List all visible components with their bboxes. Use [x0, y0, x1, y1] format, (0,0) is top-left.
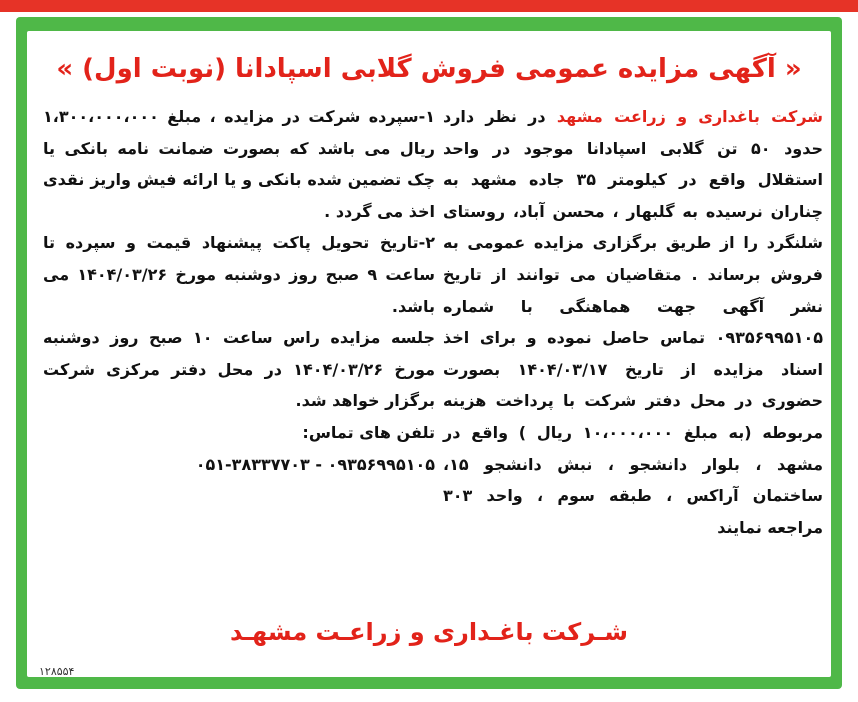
contact-phones: ۰۹۳۵۶۹۹۵۱۰۵ - ۰۵۱-۳۸۳۳۷۷۰۳ [195, 454, 435, 474]
ad-title: « آگهی مزایده عمومی فروش گلابی اسپادانا (نوبت اول) » [56, 54, 802, 84]
company-signature: شـرکت باغـداری و زراعـت مشهـد [229, 618, 628, 646]
announcement-text: در نظر دارد حدود ۵۰ تن گلابی اسپادانا موجود در واحد استقلال واقع در کیلومتر ۳۵ جاده مشهد به چناران نرسیده به گلبهار ، محسن آباد، روستای شلنگرد را از طریق برگزاری مزایده عمومی به فروش برساند . متقاضیان می توانند از تاریخ نشر آگهی جهت هماهنگی با شماره ۰۹۳۵۶۹۹۵۱۰۵ تماس حاصل نموده و برای اخذ اسناد مزایده از تاریخ ۱۴۰۴/۰۳/۱۷ بصورت حضوری در محل دفتر شرکت با پرداخت هزینه مربوطه (به مبلغ ۱۰،۰۰۰،۰۰۰ ریال ) واقع در مشهد ، بلوار دانشجو ، نبش دانشجو ۱۵، ساختمان آراکس ، طبقه سوم ، واحد ۳۰۳ مراجعه نمایند [443, 107, 824, 537]
conditions-column [43, 101, 435, 480]
submission-deadline: ۲-تاریخ تحویل پاکت پیشنهاد قیمت و سپرده تا ساعت ۹ صبح روز دوشنبه مورخ ۱۴۰۴/۰۳/۲۶ می باشد. [43, 233, 435, 316]
reference-number: ۱۲۸۵۵۴ [39, 665, 75, 678]
auction-session-info: جلسه مزایده راس ساعت ۱۰ صبح روز دوشنبه مورخ ۱۴۰۴/۰۳/۲۶ در محل دفتر مرکزی شرکت برگزار خواهد شد. [43, 328, 436, 411]
contact-phones-label: تلفن های تماس: [302, 422, 435, 442]
top-accent-bar [0, 0, 858, 12]
company-name-highlight: شرکت باغداری و زراعت مشهد [556, 107, 824, 126]
announcement-body [443, 101, 823, 543]
ad-content-area [27, 31, 831, 677]
deposit-condition: ۱-سپرده شرکت در مزایده ، مبلغ ۱،۳۰۰،۰۰۰،۰۰۰ ریال می باشد که بصورت ضمانت نامه بانکی یا چک تضمین شده بانکی و یا ارائه فیش واریز نقدی اخذ می گردد . [43, 107, 435, 221]
